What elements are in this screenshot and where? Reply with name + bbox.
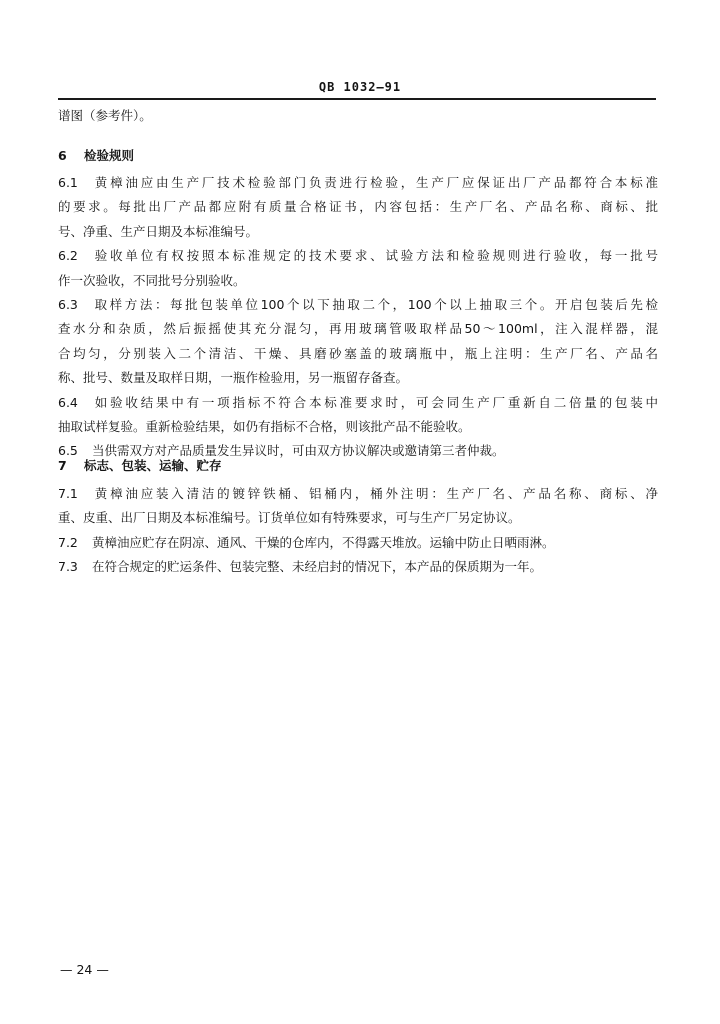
clause-6-2-line-2: 作一次验收，不同批号分别验收。 (58, 272, 246, 288)
clause-6-3-line-1: 6.3 取样方法：每批包装单位100个以下抽取二个，100个以上抽取三个。开启包装后先检 (58, 296, 658, 312)
clause-6-2-line-1: 6.2 验收单位有权按照本标准规定的技术要求、试验方法和检验规则进行验收，每一批号 (58, 248, 658, 264)
clause-6-1-line-2: 的要求。每批出厂产品都应附有质量合格证书，内容包括：生产厂名、产品名称、商标、批 (58, 199, 658, 215)
section-6-body (58, 171, 658, 464)
text-line: 谱图（参考件）。 (58, 108, 152, 123)
clause-6-4-line-1: 6.4 如验收结果中有一项指标不符合本标准要求时，可会同生产厂重新自二倍量的包装中 (58, 394, 658, 410)
clause-6-1-line-3: 号、净重、生产日期及本标准编号。 (58, 223, 259, 239)
clause-6-4-line-2: 抽取试样复验。重新检验结果，如仍有指标不合格，则该批产品不能验收。 (58, 418, 471, 434)
page-number: — 24 — (60, 962, 109, 977)
section-number: 7 (58, 458, 67, 473)
standard-code-header: QB 1032—91 (318, 80, 402, 94)
clause-6-5-line-1: 6.5 当供需双方对产品质量发生异议时，可由双方协议解决或邀请第三者仲裁。 (58, 443, 505, 459)
clause-6-1-line-1: 6.1 黄樟油应由生产厂技术检验部门负责进行检验，生产厂应保证出厂产品都符合本标准 (58, 175, 658, 190)
section-title: 标志、包装、运输、贮存 (84, 458, 222, 473)
continuation-text (58, 104, 658, 128)
clause-7-1-line-2: 重、皮重、出厂日期及本标准编号。订货单位如有特殊要求，可与生产厂另定协议。 (58, 510, 521, 526)
clause-6-3-line-2: 查水分和杂质，然后振摇使其充分混匀，再用玻璃管吸取样品50～100ml，注入混样器，混 (58, 321, 658, 337)
clause-6-3-line-4: 称、批号、数量及取样日期，一瓶作检验用，另一瓶留存备查。 (58, 370, 409, 386)
section-title: 检验规则 (84, 148, 135, 163)
clause-6-3-line-3: 合均匀，分别装入二个清洁、干燥、具磨砂塞盖的玻璃瓶中，瓶上注明：生产厂名、产品名 (58, 345, 658, 361)
section-number: 6 (58, 148, 67, 163)
section-heading-7 (58, 454, 658, 478)
clause-7-1-line-1: 7.1 黄樟油应装入清洁的镀锌铁桶、铝桶内，桶外注明：生产厂名、产品名称、商标、净 (58, 486, 658, 501)
clause-7-2-line-1: 7.2 黄樟油应贮存在阴凉、通风、干燥的仓库内，不得露天堆放。运输中防止日晒雨淋。 (58, 534, 555, 550)
section-7-body (58, 482, 658, 580)
header-rule (58, 98, 656, 100)
section-heading-6 (58, 144, 658, 168)
clause-7-3-line-1: 7.3 在符合规定的贮运条件、包装完整、未经启封的情况下，本产品的保质期为一年。 (58, 559, 543, 575)
